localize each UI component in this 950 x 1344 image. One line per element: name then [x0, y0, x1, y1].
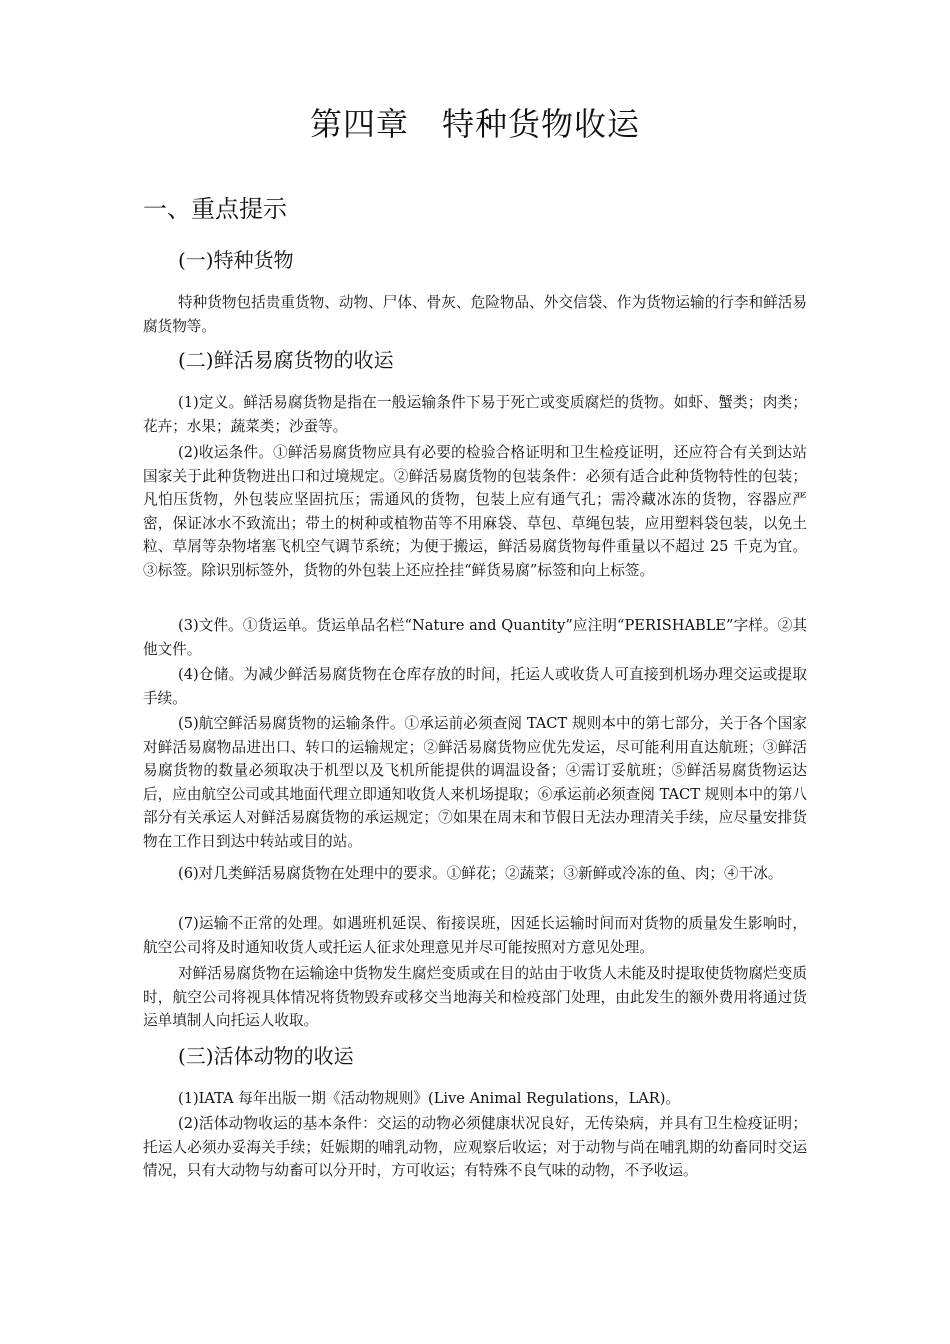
- chapter-title: 第四章 特种货物收运: [309, 105, 640, 143]
- subsection-heading-special-cargo: (一)特种货物: [178, 248, 294, 272]
- paragraph-live-animals-conditions: (2)活体动物收运的基本条件：交运的动物必须健康状况良好，无传染病，并具有卫生检疫证明；托运人必须办妥海关手续；妊娠期的哺乳动物，应观察后收运；对于动物与尚在哺乳期的幼畜同时交运情况，只有大动物与幼畜可以分开时，方可收运；有特殊不良气味的动物，不予收运。: [143, 1115, 807, 1180]
- paragraph-perishables-documents: (3)文件。①货运单。货运单品名栏“Nature and Quantity”应注明“PERISHABLE”字样。②其他文件。: [143, 617, 807, 658]
- paragraph-perishables-conditions: (2)收运条件。①鲜活易腐货物应具有必要的检验合格证明和卫生检疫证明，还应符合有关到达站国家关于此种货物进出口和过境规定。②鲜活易腐货物的包装条件：必须有适合此种货物特性的包装；凡怕压货物，外包装应坚固抗压；需通风的货物，包装上应有通气孔；需冷藏冰冻的货物，容器应严密，保证冰水不致流出；带土的树种或植物苗等不用麻袋、草包、草绳包装，应用塑料袋包装，以免土粒、草屑等杂物堵塞飞机空气调节系统；为便于搬运，鲜活易腐货物每件重量以不超过 25 千克为宜。③标签。除识别标签外，货物的外包装上还应拴挂“鲜货易腐”标签和向上标签。: [143, 444, 807, 579]
- section-heading-key-points: 一、重点提示: [143, 195, 287, 223]
- paragraph-special-cargo: 特种货物包括贵重货物、动物、尸体、骨灰、危险物品、外交信袋、作为货物运输的行李和鲜活易腐货物等。: [143, 294, 807, 335]
- paragraph-perishables-handling: (6)对几类鲜活易腐货物在处理中的要求。①鲜花；②蔬菜；③新鲜或冷冻的鱼、肉；④干冰。: [178, 865, 783, 882]
- paragraph-perishables-spoilage: 对鲜活易腐货物在运输途中货物发生腐烂变质或在目的站由于收货人未能及时提取使货物腐烂变质时，航空公司将视具体情况将货物毁弃或移交当地海关和检疫部门处理，由此发生的额外费用将通过货运单填制人向托运人收取。: [143, 965, 807, 1030]
- paragraph-perishables-transport: (5)航空鲜活易腐货物的运输条件。①承运前必须查阅 TACT 规则本中的第七部分，关于各个国家对鲜活易腐物品进出口、转口的运输规定；②鲜活易腐货物应优先发运，尽可能利用直达航班；③鲜活易腐货物的数量必须取决于机型以及飞机所能提供的调温设备；④需订妥航班；⑤鲜活易腐货物运达后，应由航空公司或其地面代理立即通知收货人来机场提取；⑥承运前必须查阅 TACT 规则本中的第八部分有关承运人对鲜活易腐货物的承运规定；⑦如果在周末和节假日无法办理清关手续，应尽量安排货物在工作日到达中转站或目的站。: [143, 715, 807, 850]
- paragraph-perishables-definition: (1)定义。鲜活易腐货物是指在一般运输条件下易于死亡或变质腐烂的货物。如虾、蟹类；肉类；花卉；水果；蔬菜类；沙蚕等。: [143, 394, 807, 435]
- subsection-heading-live-animals: (三)活体动物的收运: [178, 1044, 354, 1068]
- subsection-heading-perishables: (二)鲜活易腐货物的收运: [178, 348, 394, 372]
- paragraph-live-animals-lar: (1)IATA 每年出版一期《活动物规则》(Live Animal Regulations，LAR)。: [178, 1090, 681, 1107]
- paragraph-perishables-storage: (4)仓储。为减少鲜活易腐货物在仓库存放的时间，托运人或收货人可直接到机场办理交运或提取手续。: [143, 666, 807, 707]
- paragraph-perishables-irregular: (7)运输不正常的处理。如遇班机延误、衔接误班，因延长运输时间而对货物的质量发生影响时，航空公司将及时通知收货人或托运人征求处理意见并尽可能按照对方意见处理。: [143, 915, 807, 956]
